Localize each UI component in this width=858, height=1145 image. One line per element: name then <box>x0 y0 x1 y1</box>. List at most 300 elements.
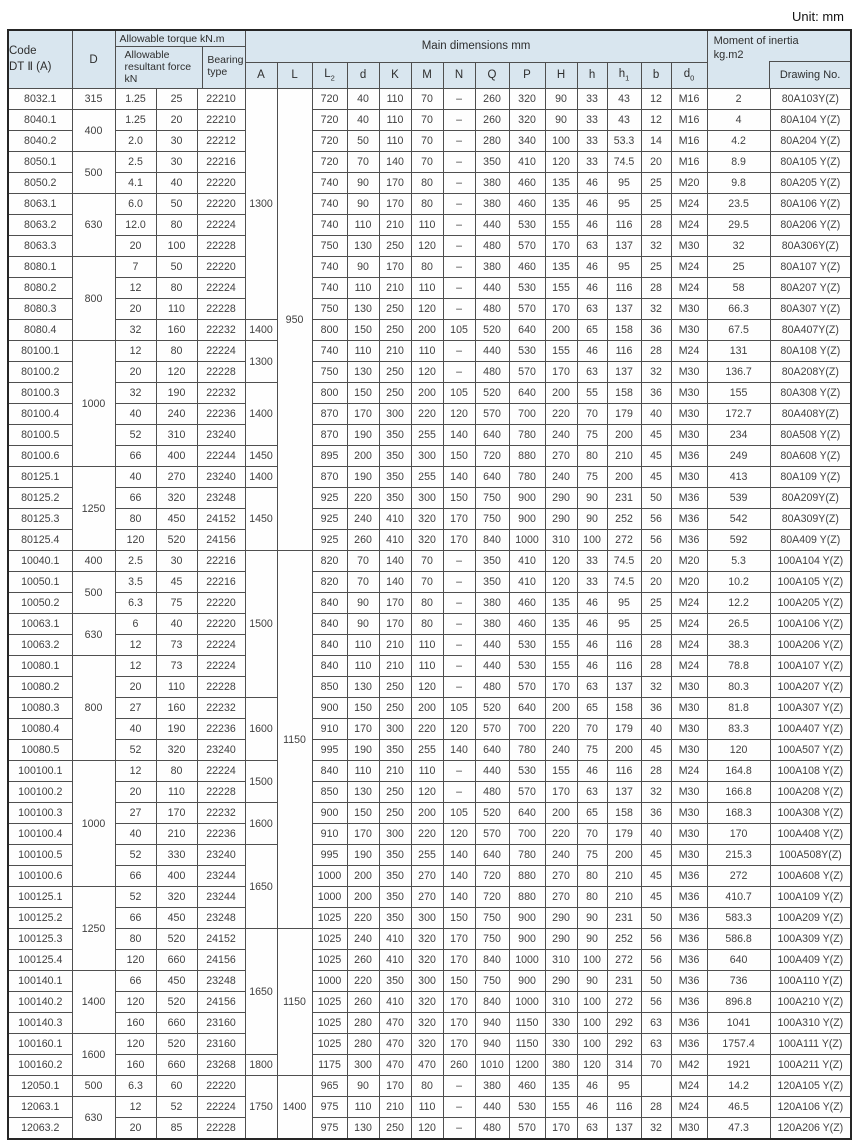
cell-h: 75 <box>577 425 607 446</box>
cell-D: 1600 <box>72 1034 115 1076</box>
cell-inertia: 136.7 <box>707 362 770 383</box>
table-row <box>8 803 851 824</box>
cell-H: 155 <box>545 278 577 299</box>
cell-M: 300 <box>411 446 443 467</box>
resultant-force-label: Allowable resultant force kN <box>116 47 204 88</box>
cell-P: 1200 <box>509 1055 545 1076</box>
cell-N: – <box>443 173 475 194</box>
cell-H: 290 <box>545 971 577 992</box>
cell-d0: M36 <box>671 488 707 509</box>
cell-inertia: 272 <box>707 866 770 887</box>
cell-drawing: 100A608 Y(Z) <box>770 866 851 887</box>
cell-d: 260 <box>347 992 379 1013</box>
cell-M: 200 <box>411 320 443 341</box>
cell-K: 210 <box>379 761 411 782</box>
cell-b: 45 <box>641 467 671 488</box>
cell-bearing-type: 23248 <box>197 488 245 509</box>
cell-P: 880 <box>509 887 545 908</box>
cell-inertia: 410.7 <box>707 887 770 908</box>
cell-N: 140 <box>443 845 475 866</box>
cell-Q: 380 <box>475 593 509 614</box>
cell-d: 240 <box>347 509 379 530</box>
cell-inertia: 26.5 <box>707 614 770 635</box>
cell-L: 950 <box>277 89 312 551</box>
cell-h: 63 <box>577 782 607 803</box>
cell-drawing: 80A409 Y(Z) <box>770 530 851 551</box>
moment-of-inertia-label: Moment of inertia kg.m2 <box>713 35 799 61</box>
cell-M: 120 <box>411 236 443 257</box>
cell-force: 30 <box>156 131 197 152</box>
cell-Q: 260 <box>475 110 509 131</box>
cell-K: 470 <box>379 1013 411 1034</box>
cell-h1: 137 <box>607 782 641 803</box>
cell-force: 60 <box>156 1076 197 1097</box>
cell-d0: M36 <box>671 866 707 887</box>
cell-D: 630 <box>72 1097 115 1140</box>
cell-N: – <box>443 110 475 131</box>
cell-L2: 720 <box>312 89 347 110</box>
cell-inertia: 586.8 <box>707 929 770 950</box>
cell-torque: 160 <box>115 1013 156 1034</box>
cell-M: 110 <box>411 635 443 656</box>
cell-H: 310 <box>545 530 577 551</box>
code-column-header <box>8 30 72 89</box>
cell-torque: 40 <box>115 404 156 425</box>
cell-Q: 480 <box>475 677 509 698</box>
cell-A: 1400 <box>245 320 277 341</box>
cell-b: 28 <box>641 761 671 782</box>
cell-N: – <box>443 194 475 215</box>
cell-K: 350 <box>379 425 411 446</box>
cell-bearing-type: 22224 <box>197 215 245 236</box>
cell-L2: 870 <box>312 425 347 446</box>
cell-force: 110 <box>156 677 197 698</box>
cell-h1: 95 <box>607 257 641 278</box>
cell-Q: 840 <box>475 992 509 1013</box>
cell-force: 400 <box>156 866 197 887</box>
cell-torque: 120 <box>115 950 156 971</box>
cell-N: 150 <box>443 908 475 929</box>
cell-d: 220 <box>347 488 379 509</box>
cell-d0: M30 <box>671 299 707 320</box>
cell-D: 1400 <box>72 971 115 1034</box>
cell-H: 240 <box>545 425 577 446</box>
cell-torque: 66 <box>115 866 156 887</box>
cell-K: 110 <box>379 131 411 152</box>
cell-d0: M20 <box>671 551 707 572</box>
cell-force: 320 <box>156 488 197 509</box>
cell-M: 470 <box>411 1055 443 1076</box>
cell-P: 320 <box>509 89 545 110</box>
cell-drawing: 100A309 Y(Z) <box>770 929 851 950</box>
cell-bearing-type: 24152 <box>197 929 245 950</box>
cell-h: 100 <box>577 1013 607 1034</box>
cell-torque: 52 <box>115 425 156 446</box>
cell-torque: 12 <box>115 761 156 782</box>
cell-N: 170 <box>443 509 475 530</box>
cell-torque: 52 <box>115 887 156 908</box>
cell-K: 110 <box>379 110 411 131</box>
cell-b <box>641 1076 671 1097</box>
code-label-line1: Code <box>9 44 37 57</box>
cell-bearing-type: 23240 <box>197 740 245 761</box>
cell-K: 300 <box>379 404 411 425</box>
cell-d: 200 <box>347 446 379 467</box>
cell-inertia: 12.2 <box>707 593 770 614</box>
cell-P: 410 <box>509 152 545 173</box>
cell-D: 630 <box>72 614 115 656</box>
cell-A: 1600 <box>245 803 277 845</box>
cell-M: 255 <box>411 467 443 488</box>
cell-drawing: 80A204 Y(Z) <box>770 131 851 152</box>
cell-L2: 975 <box>312 1118 347 1140</box>
cell-inertia: 38.3 <box>707 635 770 656</box>
cell-code: 80100.1 <box>8 341 72 362</box>
cell-d0: M24 <box>671 614 707 635</box>
dim-header-d: d <box>347 62 379 88</box>
cell-N: 170 <box>443 530 475 551</box>
cell-code: 10080.3 <box>8 698 72 719</box>
cell-drawing: 100A211 Y(Z) <box>770 1055 851 1076</box>
cell-bearing-type: 23268 <box>197 1055 245 1076</box>
table-row <box>8 908 851 929</box>
cell-H: 220 <box>545 719 577 740</box>
cell-L: 1400 <box>277 1076 312 1140</box>
cell-b: 25 <box>641 614 671 635</box>
cell-h: 63 <box>577 362 607 383</box>
cell-drawing: 80A206 Y(Z) <box>770 215 851 236</box>
cell-K: 110 <box>379 89 411 110</box>
table-row <box>8 362 851 383</box>
cell-L2: 840 <box>312 656 347 677</box>
cell-Q: 440 <box>475 278 509 299</box>
cell-b: 20 <box>641 551 671 572</box>
cell-K: 140 <box>379 551 411 572</box>
cell-M: 220 <box>411 719 443 740</box>
cell-L2: 820 <box>312 572 347 593</box>
cell-h: 90 <box>577 929 607 950</box>
cell-code: 100140.2 <box>8 992 72 1013</box>
cell-drawing: 120A206 Y(Z) <box>770 1118 851 1140</box>
cell-H: 220 <box>545 404 577 425</box>
cell-H: 90 <box>545 110 577 131</box>
cell-h: 63 <box>577 677 607 698</box>
cell-code: 80125.4 <box>8 530 72 551</box>
cell-h1: 231 <box>607 908 641 929</box>
cell-M: 320 <box>411 929 443 950</box>
cell-h1: 252 <box>607 509 641 530</box>
cell-d: 50 <box>347 131 379 152</box>
cell-D: 500 <box>72 152 115 194</box>
cell-L2: 740 <box>312 257 347 278</box>
cell-L2: 820 <box>312 551 347 572</box>
cell-bearing-type: 22232 <box>197 383 245 404</box>
cell-torque: 20 <box>115 1118 156 1140</box>
cell-force: 73 <box>156 656 197 677</box>
cell-N: 140 <box>443 866 475 887</box>
cell-Q: 640 <box>475 467 509 488</box>
cell-N: 140 <box>443 887 475 908</box>
cell-inertia: 78.8 <box>707 656 770 677</box>
cell-inertia: 8.9 <box>707 152 770 173</box>
cell-code: 8080.1 <box>8 257 72 278</box>
cell-h1: 95 <box>607 194 641 215</box>
cell-bearing-type: 22224 <box>197 761 245 782</box>
cell-b: 63 <box>641 1013 671 1034</box>
cell-N: – <box>443 761 475 782</box>
cell-M: 270 <box>411 887 443 908</box>
cell-P: 570 <box>509 236 545 257</box>
cell-H: 290 <box>545 908 577 929</box>
cell-Q: 840 <box>475 950 509 971</box>
cell-force: 400 <box>156 446 197 467</box>
cell-N: – <box>443 152 475 173</box>
cell-torque: 32 <box>115 320 156 341</box>
cell-P: 460 <box>509 173 545 194</box>
cell-drawing: 100A206 Y(Z) <box>770 635 851 656</box>
cell-h1: 158 <box>607 803 641 824</box>
cell-torque: 1.25 <box>115 110 156 131</box>
cell-drawing: 100A205 Y(Z) <box>770 593 851 614</box>
cell-A: 1400 <box>245 383 277 446</box>
dim-header-b: b <box>641 62 671 88</box>
cell-b: 28 <box>641 1097 671 1118</box>
code-label-line2: DT Ⅱ (A) <box>9 60 52 73</box>
cell-Q: 640 <box>475 740 509 761</box>
cell-drawing: 80A408Y(Z) <box>770 404 851 425</box>
cell-h1: 116 <box>607 215 641 236</box>
cell-d0: M36 <box>671 530 707 551</box>
cell-P: 780 <box>509 740 545 761</box>
cell-h1: 137 <box>607 299 641 320</box>
cell-code: 100160.2 <box>8 1055 72 1076</box>
cell-K: 250 <box>379 677 411 698</box>
cell-Q: 350 <box>475 152 509 173</box>
cell-code: 100140.3 <box>8 1013 72 1034</box>
cell-h: 90 <box>577 908 607 929</box>
cell-d: 220 <box>347 971 379 992</box>
cell-drawing: 100A310 Y(Z) <box>770 1013 851 1034</box>
cell-d: 280 <box>347 1034 379 1055</box>
cell-bearing-type: 22216 <box>197 551 245 572</box>
cell-h: 75 <box>577 740 607 761</box>
cell-h1: 272 <box>607 530 641 551</box>
cell-K: 350 <box>379 971 411 992</box>
cell-H: 200 <box>545 803 577 824</box>
cell-H: 120 <box>545 551 577 572</box>
cell-torque: 40 <box>115 719 156 740</box>
table-row <box>8 173 851 194</box>
cell-torque: 3.5 <box>115 572 156 593</box>
cell-force: 80 <box>156 278 197 299</box>
cell-code: 80100.6 <box>8 446 72 467</box>
cell-L: 1150 <box>277 551 312 929</box>
cell-bearing-type: 23244 <box>197 866 245 887</box>
cell-force: 520 <box>156 929 197 950</box>
cell-N: – <box>443 1097 475 1118</box>
cell-bearing-type: 22220 <box>197 173 245 194</box>
cell-h: 46 <box>577 761 607 782</box>
cell-force: 240 <box>156 404 197 425</box>
cell-b: 70 <box>641 1055 671 1076</box>
cell-drawing: 100A106 Y(Z) <box>770 614 851 635</box>
cell-h1: 200 <box>607 740 641 761</box>
cell-D: 500 <box>72 572 115 614</box>
table-row <box>8 530 851 551</box>
cell-L2: 975 <box>312 1097 347 1118</box>
cell-bearing-type: 24156 <box>197 530 245 551</box>
cell-N: 105 <box>443 383 475 404</box>
cell-torque: 4.1 <box>115 173 156 194</box>
cell-h: 46 <box>577 215 607 236</box>
cell-Q: 720 <box>475 887 509 908</box>
cell-L2: 750 <box>312 299 347 320</box>
cell-torque: 80 <box>115 509 156 530</box>
cell-drawing: 80A608 Y(Z) <box>770 446 851 467</box>
cell-M: 320 <box>411 1034 443 1055</box>
cell-Q: 480 <box>475 236 509 257</box>
cell-P: 570 <box>509 782 545 803</box>
cell-N: – <box>443 215 475 236</box>
cell-force: 50 <box>156 257 197 278</box>
cell-inertia: 29.5 <box>707 215 770 236</box>
dim-header-h: h <box>577 62 607 88</box>
cell-L2: 895 <box>312 446 347 467</box>
cell-Q: 350 <box>475 551 509 572</box>
cell-h: 65 <box>577 698 607 719</box>
cell-torque: 27 <box>115 698 156 719</box>
cell-P: 460 <box>509 257 545 278</box>
cell-torque: 7 <box>115 257 156 278</box>
cell-h: 33 <box>577 89 607 110</box>
cell-D: 800 <box>72 257 115 341</box>
cell-d0: M36 <box>671 446 707 467</box>
cell-N: 150 <box>443 446 475 467</box>
cell-M: 80 <box>411 1076 443 1097</box>
cell-b: 45 <box>641 866 671 887</box>
cell-force: 80 <box>156 215 197 236</box>
cell-M: 320 <box>411 992 443 1013</box>
cell-P: 900 <box>509 929 545 950</box>
cell-h: 46 <box>577 194 607 215</box>
cell-d0: M36 <box>671 950 707 971</box>
cell-torque: 2.5 <box>115 551 156 572</box>
cell-force: 40 <box>156 614 197 635</box>
cell-M: 220 <box>411 404 443 425</box>
cell-P: 530 <box>509 278 545 299</box>
cell-b: 36 <box>641 383 671 404</box>
cell-code: 12063.2 <box>8 1118 72 1140</box>
cell-K: 210 <box>379 341 411 362</box>
cell-Q: 520 <box>475 698 509 719</box>
cell-b: 25 <box>641 593 671 614</box>
cell-bearing-type: 23160 <box>197 1034 245 1055</box>
cell-d0: M36 <box>671 1013 707 1034</box>
table-row <box>8 509 851 530</box>
cell-L2: 870 <box>312 404 347 425</box>
cell-Q: 750 <box>475 929 509 950</box>
cell-inertia: 14.2 <box>707 1076 770 1097</box>
cell-H: 240 <box>545 740 577 761</box>
cell-d: 110 <box>347 656 379 677</box>
cell-A: 1450 <box>245 446 277 467</box>
cell-Q: 520 <box>475 383 509 404</box>
cell-Q: 480 <box>475 782 509 803</box>
cell-P: 1150 <box>509 1034 545 1055</box>
cell-drawing: 80A308 Y(Z) <box>770 383 851 404</box>
cell-inertia: 80.3 <box>707 677 770 698</box>
cell-L2: 910 <box>312 719 347 740</box>
cell-D: 1250 <box>72 467 115 551</box>
table-row <box>8 194 851 215</box>
cell-d: 150 <box>347 803 379 824</box>
cell-L2: 840 <box>312 614 347 635</box>
cell-A: 1750 <box>245 1076 277 1140</box>
cell-N: – <box>443 362 475 383</box>
cell-P: 1150 <box>509 1013 545 1034</box>
cell-P: 780 <box>509 425 545 446</box>
cell-b: 56 <box>641 929 671 950</box>
table-row <box>8 1097 851 1118</box>
cell-b: 45 <box>641 446 671 467</box>
cell-K: 170 <box>379 194 411 215</box>
cell-N: 105 <box>443 803 475 824</box>
cell-M: 300 <box>411 971 443 992</box>
cell-L2: 900 <box>312 698 347 719</box>
cell-force: 160 <box>156 320 197 341</box>
cell-inertia: 583.3 <box>707 908 770 929</box>
cell-Q: 940 <box>475 1034 509 1055</box>
table-row <box>8 782 851 803</box>
cell-b: 20 <box>641 152 671 173</box>
cell-code: 80100.3 <box>8 383 72 404</box>
table-row <box>8 257 851 278</box>
cell-h1: 137 <box>607 1118 641 1140</box>
cell-P: 640 <box>509 698 545 719</box>
cell-torque: 27 <box>115 803 156 824</box>
cell-b: 12 <box>641 110 671 131</box>
cell-code: 8050.2 <box>8 173 72 194</box>
cell-h1: 116 <box>607 656 641 677</box>
cell-M: 270 <box>411 866 443 887</box>
cell-A: 1800 <box>245 1055 277 1076</box>
table-row <box>8 299 851 320</box>
cell-d: 170 <box>347 719 379 740</box>
cell-K: 210 <box>379 1097 411 1118</box>
cell-L2: 900 <box>312 803 347 824</box>
cell-M: 320 <box>411 530 443 551</box>
cell-H: 200 <box>545 698 577 719</box>
cell-d0: M16 <box>671 131 707 152</box>
cell-drawing: 80A208Y(Z) <box>770 362 851 383</box>
cell-K: 300 <box>379 719 411 740</box>
cell-L2: 740 <box>312 173 347 194</box>
cell-bearing-type: 23248 <box>197 971 245 992</box>
cell-d: 170 <box>347 404 379 425</box>
cell-d: 190 <box>347 467 379 488</box>
cell-M: 80 <box>411 194 443 215</box>
cell-P: 410 <box>509 551 545 572</box>
cell-drawing: 80A107 Y(Z) <box>770 257 851 278</box>
cell-P: 900 <box>509 488 545 509</box>
cell-M: 110 <box>411 761 443 782</box>
cell-h: 80 <box>577 866 607 887</box>
cell-K: 350 <box>379 488 411 509</box>
cell-drawing: 80A407Y(Z) <box>770 320 851 341</box>
cell-code: 8032.1 <box>8 89 72 110</box>
table-row <box>8 635 851 656</box>
table-row <box>8 278 851 299</box>
